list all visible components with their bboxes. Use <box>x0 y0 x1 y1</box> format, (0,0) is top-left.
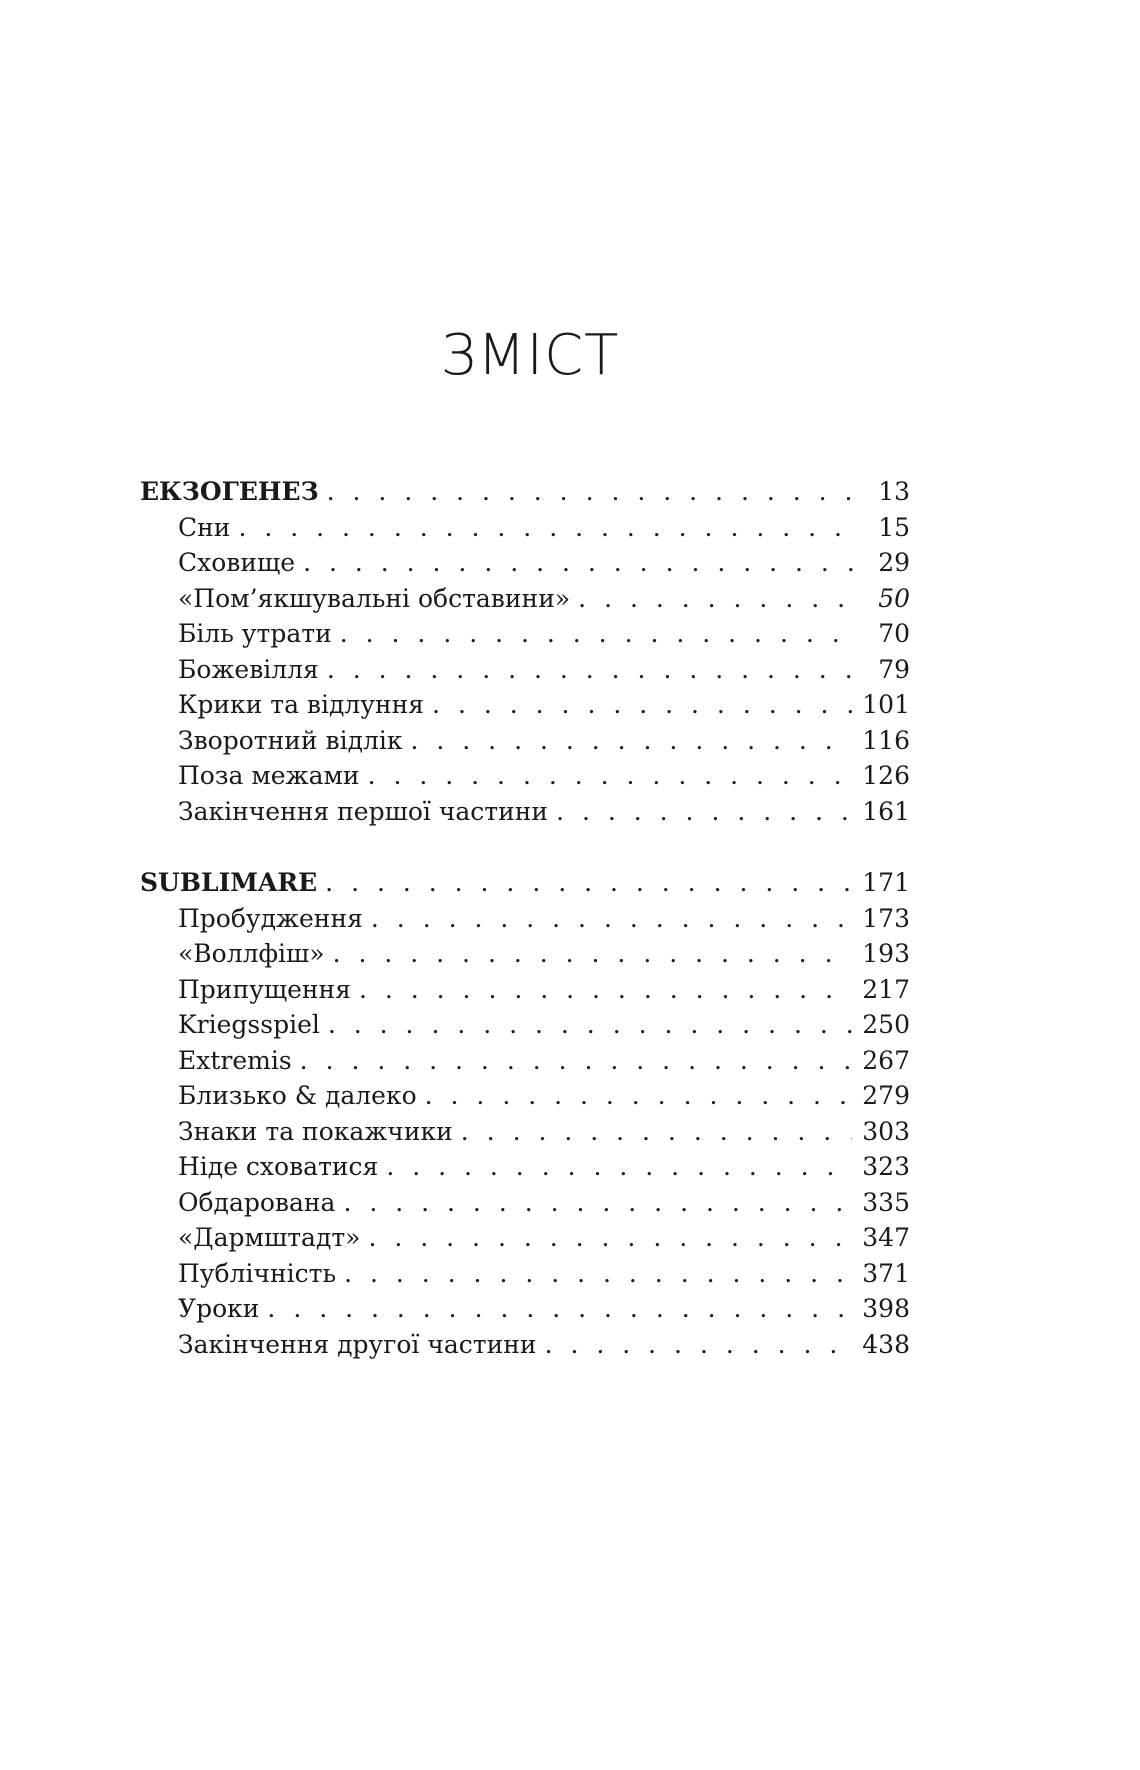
page-number: 438 <box>862 1329 910 1359</box>
toc-chapter-entry <box>140 758 910 794</box>
chapter-title: Ніде сховатися <box>178 1152 379 1181</box>
chapter-title: «Воллфіш» <box>178 939 325 968</box>
page-number: 173 <box>862 903 910 933</box>
dot-leader <box>343 1185 852 1221</box>
dot-leader <box>359 972 852 1008</box>
dot-leader <box>267 1291 852 1327</box>
dot-leader <box>371 901 852 937</box>
page-number: 347 <box>862 1223 910 1252</box>
toc-chapter-entry <box>140 1149 910 1185</box>
page-number: 15 <box>878 512 910 542</box>
page-number: 79 <box>878 654 910 684</box>
dot-leader <box>368 758 853 794</box>
dot-leader <box>238 510 854 546</box>
dot-leader <box>327 652 854 688</box>
dot-leader <box>327 474 854 510</box>
toc-chapter-entry <box>140 1256 910 1292</box>
chapter-title: Поза межами <box>178 761 360 790</box>
dot-leader <box>328 1007 852 1043</box>
dot-leader <box>368 1220 852 1256</box>
toc-chapter-entry <box>140 1114 910 1150</box>
toc-chapter-entry <box>140 510 910 546</box>
page-title: ЗМІСТ <box>440 323 620 388</box>
dot-leader <box>325 865 852 901</box>
chapter-title: Закінчення другої частини <box>178 1329 537 1359</box>
dot-leader <box>425 1078 853 1114</box>
chapter-title: Припущення <box>178 974 351 1004</box>
dot-leader <box>333 936 853 972</box>
page-number: 279 <box>862 1081 910 1110</box>
page-number: 267 <box>862 1045 910 1075</box>
dot-leader <box>344 1256 852 1292</box>
dot-leader <box>556 794 852 830</box>
page-number: 70 <box>878 619 910 648</box>
toc-section <box>140 865 910 1362</box>
dot-leader <box>340 616 854 652</box>
dot-leader <box>432 687 852 723</box>
chapter-title: Знаки та покажчики <box>178 1116 453 1146</box>
toc-chapter-entry <box>140 1078 910 1114</box>
page-number: 29 <box>878 548 910 577</box>
dot-leader <box>386 1149 852 1185</box>
chapter-title: Закінчення першої частини <box>178 796 549 826</box>
page-number: 171 <box>862 868 910 897</box>
toc-chapter-entry <box>140 972 910 1008</box>
toc-chapter-entry <box>140 1185 910 1221</box>
chapter-title: Зворотний відлік <box>178 725 403 755</box>
toc-chapter-entry <box>140 652 910 688</box>
toc-chapter-entry <box>140 1327 910 1363</box>
toc-chapter-entry <box>140 901 910 937</box>
chapter-title: Публічність <box>178 1258 337 1288</box>
chapter-title: Близько & далеко <box>178 1081 417 1110</box>
page-number: 303 <box>862 1116 910 1146</box>
page-number: 371 <box>862 1258 910 1288</box>
chapter-title: Обдарована <box>178 1187 336 1217</box>
dot-leader <box>300 1043 853 1079</box>
dot-leader <box>303 545 854 581</box>
toc-chapter-entry <box>140 1220 910 1256</box>
toc-chapter-entry <box>140 545 910 581</box>
toc-chapter-entry <box>140 687 910 723</box>
page-number: 335 <box>862 1187 910 1217</box>
page-number: 116 <box>862 725 910 755</box>
page-number: 193 <box>862 939 910 968</box>
page-number: 217 <box>862 974 910 1004</box>
toc-chapter-entry <box>140 581 910 617</box>
chapter-title: Kriegsspiel <box>178 1010 320 1039</box>
page-number: 250 <box>862 1010 910 1039</box>
chapter-title: Божевілля <box>178 654 319 684</box>
dot-leader <box>411 723 853 759</box>
page-number: 398 <box>862 1294 910 1323</box>
chapter-title: Уроки <box>178 1294 260 1323</box>
dot-leader <box>545 1327 853 1363</box>
chapter-title: Пробудження <box>178 903 363 933</box>
chapter-title: «Пом’якшувальні обставини» <box>178 583 571 613</box>
page-number: 323 <box>862 1152 910 1181</box>
chapter-title: «Дармштадт» <box>178 1223 361 1252</box>
toc-chapter-entry <box>140 936 910 972</box>
chapter-title: Біль утрати <box>178 619 332 648</box>
page-number: 126 <box>862 761 910 790</box>
toc-chapter-entry <box>140 616 910 652</box>
chapter-title: Extremis <box>178 1045 292 1075</box>
page-number: 161 <box>862 796 910 826</box>
page-number: 50 <box>878 583 910 613</box>
toc-chapter-entry <box>140 1291 910 1327</box>
part-title: ЕКЗОГЕНЕЗ <box>140 477 319 506</box>
chapter-title: Крики та відлуння <box>178 690 425 719</box>
dot-leader <box>461 1114 853 1150</box>
page-number: 13 <box>878 477 910 506</box>
toc-chapter-entry <box>140 723 910 759</box>
toc-part-entry <box>140 865 910 901</box>
part-title: SUBLIMARE <box>140 868 318 897</box>
table-of-contents <box>140 474 910 1398</box>
toc-chapter-entry <box>140 794 910 830</box>
toc-part-entry <box>140 474 910 510</box>
toc-section <box>140 474 910 829</box>
page-number: 101 <box>862 690 910 719</box>
chapter-title: Сни <box>178 512 231 542</box>
chapter-title: Сховище <box>178 548 296 577</box>
toc-chapter-entry <box>140 1043 910 1079</box>
dot-leader <box>578 581 854 617</box>
toc-chapter-entry <box>140 1007 910 1043</box>
